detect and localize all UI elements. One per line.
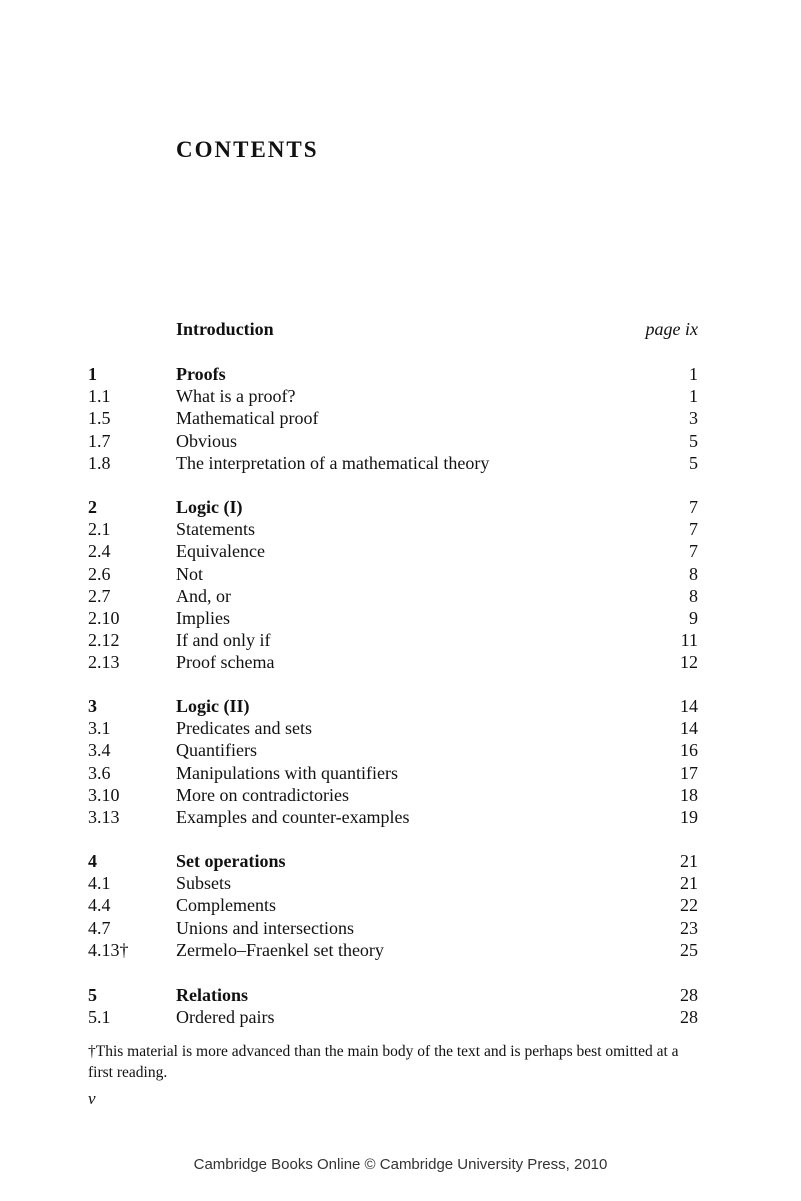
section-number: 1.8 <box>88 452 111 473</box>
section-title: Quantifiers <box>176 740 257 761</box>
chapter-number: 1 <box>88 364 97 384</box>
section-page: 5 <box>689 452 698 473</box>
toc-chapter-heading[interactable] <box>88 984 698 1006</box>
toc-section[interactable] <box>88 430 698 452</box>
toc-section[interactable] <box>88 563 698 585</box>
chapter-title: Relations <box>176 985 248 1005</box>
section-title: Mathematical proof <box>176 408 319 429</box>
section-page: 19 <box>680 806 698 827</box>
section-page: 17 <box>680 762 698 783</box>
section-number: 2.6 <box>88 563 111 584</box>
copyright-credit: Cambridge Books Online © Cambridge University Press, 2010 <box>193 1156 608 1173</box>
section-title: What is a proof? <box>176 386 296 407</box>
section-number: 2.12 <box>88 630 120 651</box>
section-title: The interpretation of a mathematical theory <box>176 452 490 473</box>
chapter-number: 5 <box>88 985 97 1005</box>
toc-section[interactable] <box>88 739 698 761</box>
section-page: 3 <box>689 408 698 429</box>
toc-section[interactable] <box>88 607 698 629</box>
toc-section[interactable] <box>88 917 698 939</box>
section-title: Proof schema <box>176 652 275 673</box>
section-page: 14 <box>680 718 698 739</box>
section-number: 3.13 <box>88 806 120 827</box>
introduction-page: page ix <box>645 319 698 339</box>
section-page: 16 <box>680 740 698 761</box>
chapter-title: Set operations <box>176 851 286 871</box>
section-page: 5 <box>689 430 698 451</box>
section-page: 18 <box>680 784 698 805</box>
section-page: 9 <box>689 607 698 628</box>
section-number: 2.13 <box>88 652 120 673</box>
chapter-page: 1 <box>689 364 698 384</box>
section-title: Unions and intersections <box>176 917 354 938</box>
page-number: v <box>88 1089 96 1108</box>
toc-chapter-heading[interactable] <box>88 496 698 518</box>
toc-chapter <box>88 850 698 961</box>
chapter-page: 28 <box>680 985 698 1005</box>
section-title: Implies <box>176 607 230 628</box>
section-page: 7 <box>689 519 698 540</box>
toc-chapter-heading[interactable] <box>88 695 698 717</box>
section-title: Equivalence <box>176 541 265 562</box>
chapter-number: 4 <box>88 851 97 871</box>
chapter-page: 21 <box>680 851 698 871</box>
toc-section[interactable] <box>88 717 698 739</box>
section-page: 23 <box>680 917 698 938</box>
section-number: 1.1 <box>88 386 111 407</box>
section-number: 5.1 <box>88 1007 111 1028</box>
chapter-title: Logic (I) <box>176 497 243 517</box>
section-title: Ordered pairs <box>176 1007 275 1028</box>
section-page: 1 <box>689 386 698 407</box>
toc-section[interactable] <box>88 540 698 562</box>
section-number: 4.4 <box>88 895 111 916</box>
section-title: Subsets <box>176 873 232 894</box>
section-page: 8 <box>689 563 698 584</box>
toc-chapter-heading[interactable] <box>88 363 698 385</box>
toc-section[interactable] <box>88 806 698 828</box>
section-title: Zermelo–Fraenkel set theory <box>176 939 384 960</box>
section-number: 3.10 <box>88 784 120 805</box>
toc-section[interactable] <box>88 1006 698 1028</box>
chapter-page: 7 <box>689 497 698 517</box>
section-number: 2.4 <box>88 541 111 562</box>
section-page: 25 <box>680 939 698 960</box>
toc-section[interactable] <box>88 385 698 407</box>
toc-section[interactable] <box>88 518 698 540</box>
toc-introduction[interactable] <box>176 318 698 340</box>
section-title: Not <box>176 563 203 584</box>
footnote: †This material is more advanced than the main body of the text and is perhaps best omitted at a first reading. <box>88 1043 679 1081</box>
section-number: 3.4 <box>88 740 111 761</box>
chapter-title: Proofs <box>176 364 226 384</box>
toc-chapter <box>88 984 698 1028</box>
section-title: If and only if <box>176 630 271 651</box>
toc-chapter <box>88 363 698 474</box>
section-page: 21 <box>680 873 698 894</box>
introduction-label: Introduction <box>176 319 274 339</box>
toc-section[interactable] <box>88 939 698 961</box>
chapter-page: 14 <box>680 696 698 716</box>
section-page: 8 <box>689 585 698 606</box>
section-title: More on contradictories <box>176 784 349 805</box>
section-page: 22 <box>680 895 698 916</box>
section-title: Statements <box>176 519 255 540</box>
section-number: 3.6 <box>88 762 111 783</box>
page-title: CONTENTS <box>176 137 319 162</box>
toc-chapter-heading[interactable] <box>88 850 698 872</box>
section-page: 7 <box>689 541 698 562</box>
section-title: Manipulations with quantifiers <box>176 762 398 783</box>
section-number: 2.7 <box>88 585 111 606</box>
section-title: Obvious <box>176 430 238 451</box>
section-number: 1.7 <box>88 430 111 451</box>
toc-section[interactable] <box>88 629 698 651</box>
section-title: Predicates and sets <box>176 718 312 739</box>
toc-section[interactable] <box>88 452 698 474</box>
toc-section[interactable] <box>88 651 698 673</box>
section-number: 2.1 <box>88 519 111 540</box>
toc-section[interactable] <box>88 407 698 429</box>
section-number: 4.1 <box>88 873 111 894</box>
section-title: Examples and counter-examples <box>176 806 410 827</box>
section-title: And, or <box>176 585 231 606</box>
section-number: 4.13† <box>88 939 129 960</box>
toc-section[interactable] <box>88 784 698 806</box>
toc-section[interactable] <box>88 872 698 894</box>
toc-section[interactable] <box>88 762 698 784</box>
toc-chapter <box>88 496 698 674</box>
toc-section[interactable] <box>88 894 698 916</box>
chapter-number: 3 <box>88 696 97 716</box>
section-page: 12 <box>680 652 698 673</box>
toc-section[interactable] <box>88 585 698 607</box>
section-number: 3.1 <box>88 718 111 739</box>
chapter-title: Logic (II) <box>176 696 250 716</box>
section-number: 4.7 <box>88 917 111 938</box>
section-number: 2.10 <box>88 607 120 628</box>
section-title: Complements <box>176 895 276 916</box>
section-page: 28 <box>680 1007 698 1028</box>
section-number: 1.5 <box>88 408 111 429</box>
toc-chapter <box>88 695 698 828</box>
chapter-number: 2 <box>88 497 97 517</box>
section-page: 11 <box>680 630 698 651</box>
